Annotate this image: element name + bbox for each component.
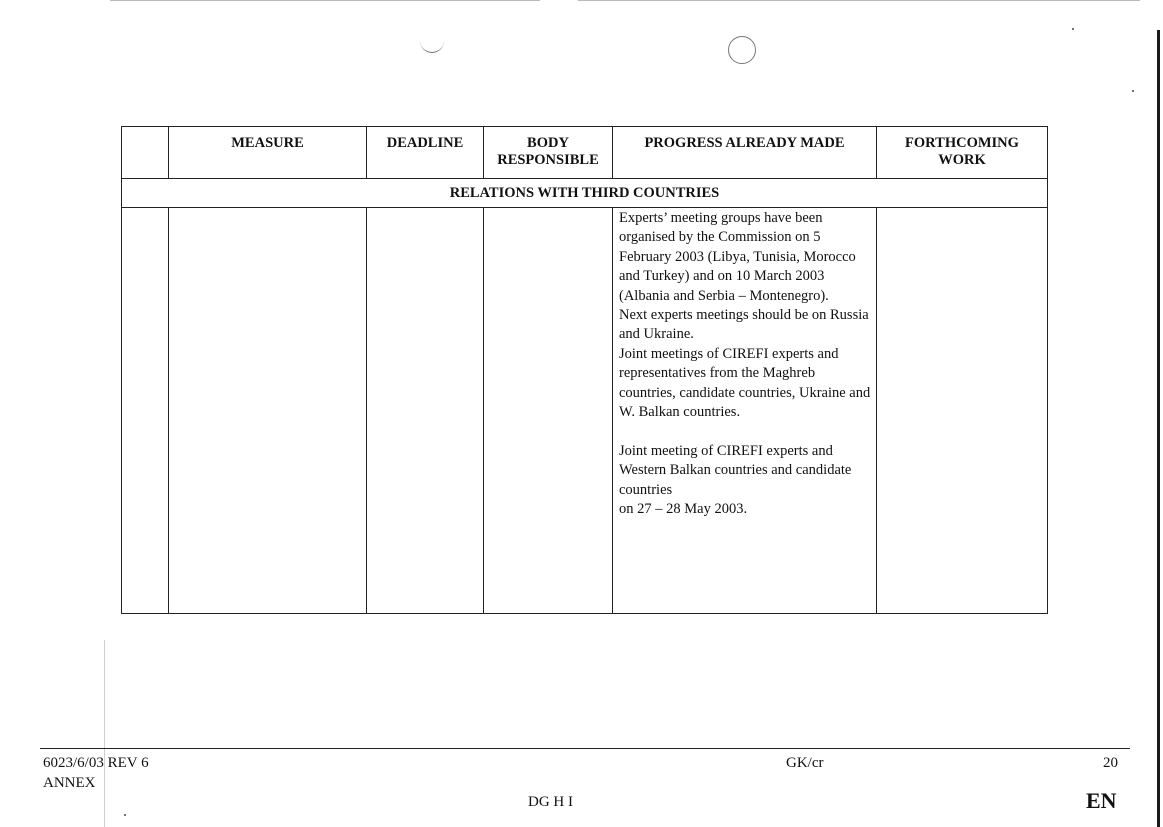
cell-index: [122, 208, 169, 614]
punch-hole-mark-left: [420, 40, 444, 53]
scan-artifact-top-left: [110, 0, 540, 1]
table-header-row: [122, 127, 1048, 179]
progress-text: Experts’ meeting groups have been organised by the Commission on 5 February 2003 (Libya, Tunisia, Morocco and Turkey) and on 10 March 2003 (Albania and Serbia – Montenegro).: [619, 210, 856, 304]
section-row: [122, 179, 1048, 208]
measures-table: [121, 126, 1048, 614]
scan-margin-line: [104, 640, 105, 827]
header-body-responsible: [484, 127, 613, 179]
header-forthcoming-line1: FORTHCOMING: [905, 135, 1019, 151]
table-row: [122, 208, 1048, 614]
header-body-line1: BODY: [527, 135, 569, 151]
header-body-line2: RESPONSIBLE: [497, 152, 599, 168]
header-index: [122, 127, 169, 179]
progress-block-1: [619, 209, 872, 345]
section-title: RELATIONS WITH THIRD COUNTRIES: [122, 179, 1048, 208]
scan-artifact-top-right: [578, 0, 1140, 1]
punch-hole-mark-right: [728, 36, 756, 64]
progress-text: on 27 – 28 May 2003.: [619, 501, 748, 518]
header-deadline: DEADLINE: [367, 127, 484, 179]
cell-forthcoming-work: [877, 208, 1048, 614]
header-forthcoming-line2: WORK: [938, 152, 986, 168]
scan-speck: [1132, 90, 1134, 92]
scan-speck: [1072, 28, 1074, 30]
header-measure: MEASURE: [169, 127, 367, 179]
footer-initials: GK/cr: [786, 755, 824, 771]
cell-progress: [613, 208, 877, 614]
footer-annex: ANNEX: [43, 775, 96, 791]
footer-divider: [40, 748, 1130, 749]
progress-text: Next experts meetings should be on Russia and Ukraine.: [619, 307, 869, 343]
progress-block-3: [619, 442, 872, 520]
footer-language: EN: [1086, 788, 1117, 813]
progress-text: Joint meetings of CIREFI experts and representatives from the Maghreb countries, candidate countries, Ukraine and W. Balkan countries.: [619, 345, 871, 421]
header-forthcoming-work: [877, 127, 1048, 179]
cell-measure: [169, 208, 367, 614]
scan-edge-right: [1157, 30, 1160, 827]
header-progress: PROGRESS ALREADY MADE: [613, 127, 877, 179]
footer-page-number: 20: [1103, 755, 1118, 771]
scan-speck: [124, 814, 126, 816]
progress-text: Joint meeting of CIREFI experts and Western Balkan countries and candidate countries: [619, 442, 852, 498]
cell-deadline: [367, 208, 484, 614]
cell-body-responsible: [484, 208, 613, 614]
footer-dg: DG H I: [528, 794, 573, 810]
footer-doc-ref: 6023/6/03 REV 6: [43, 755, 149, 771]
